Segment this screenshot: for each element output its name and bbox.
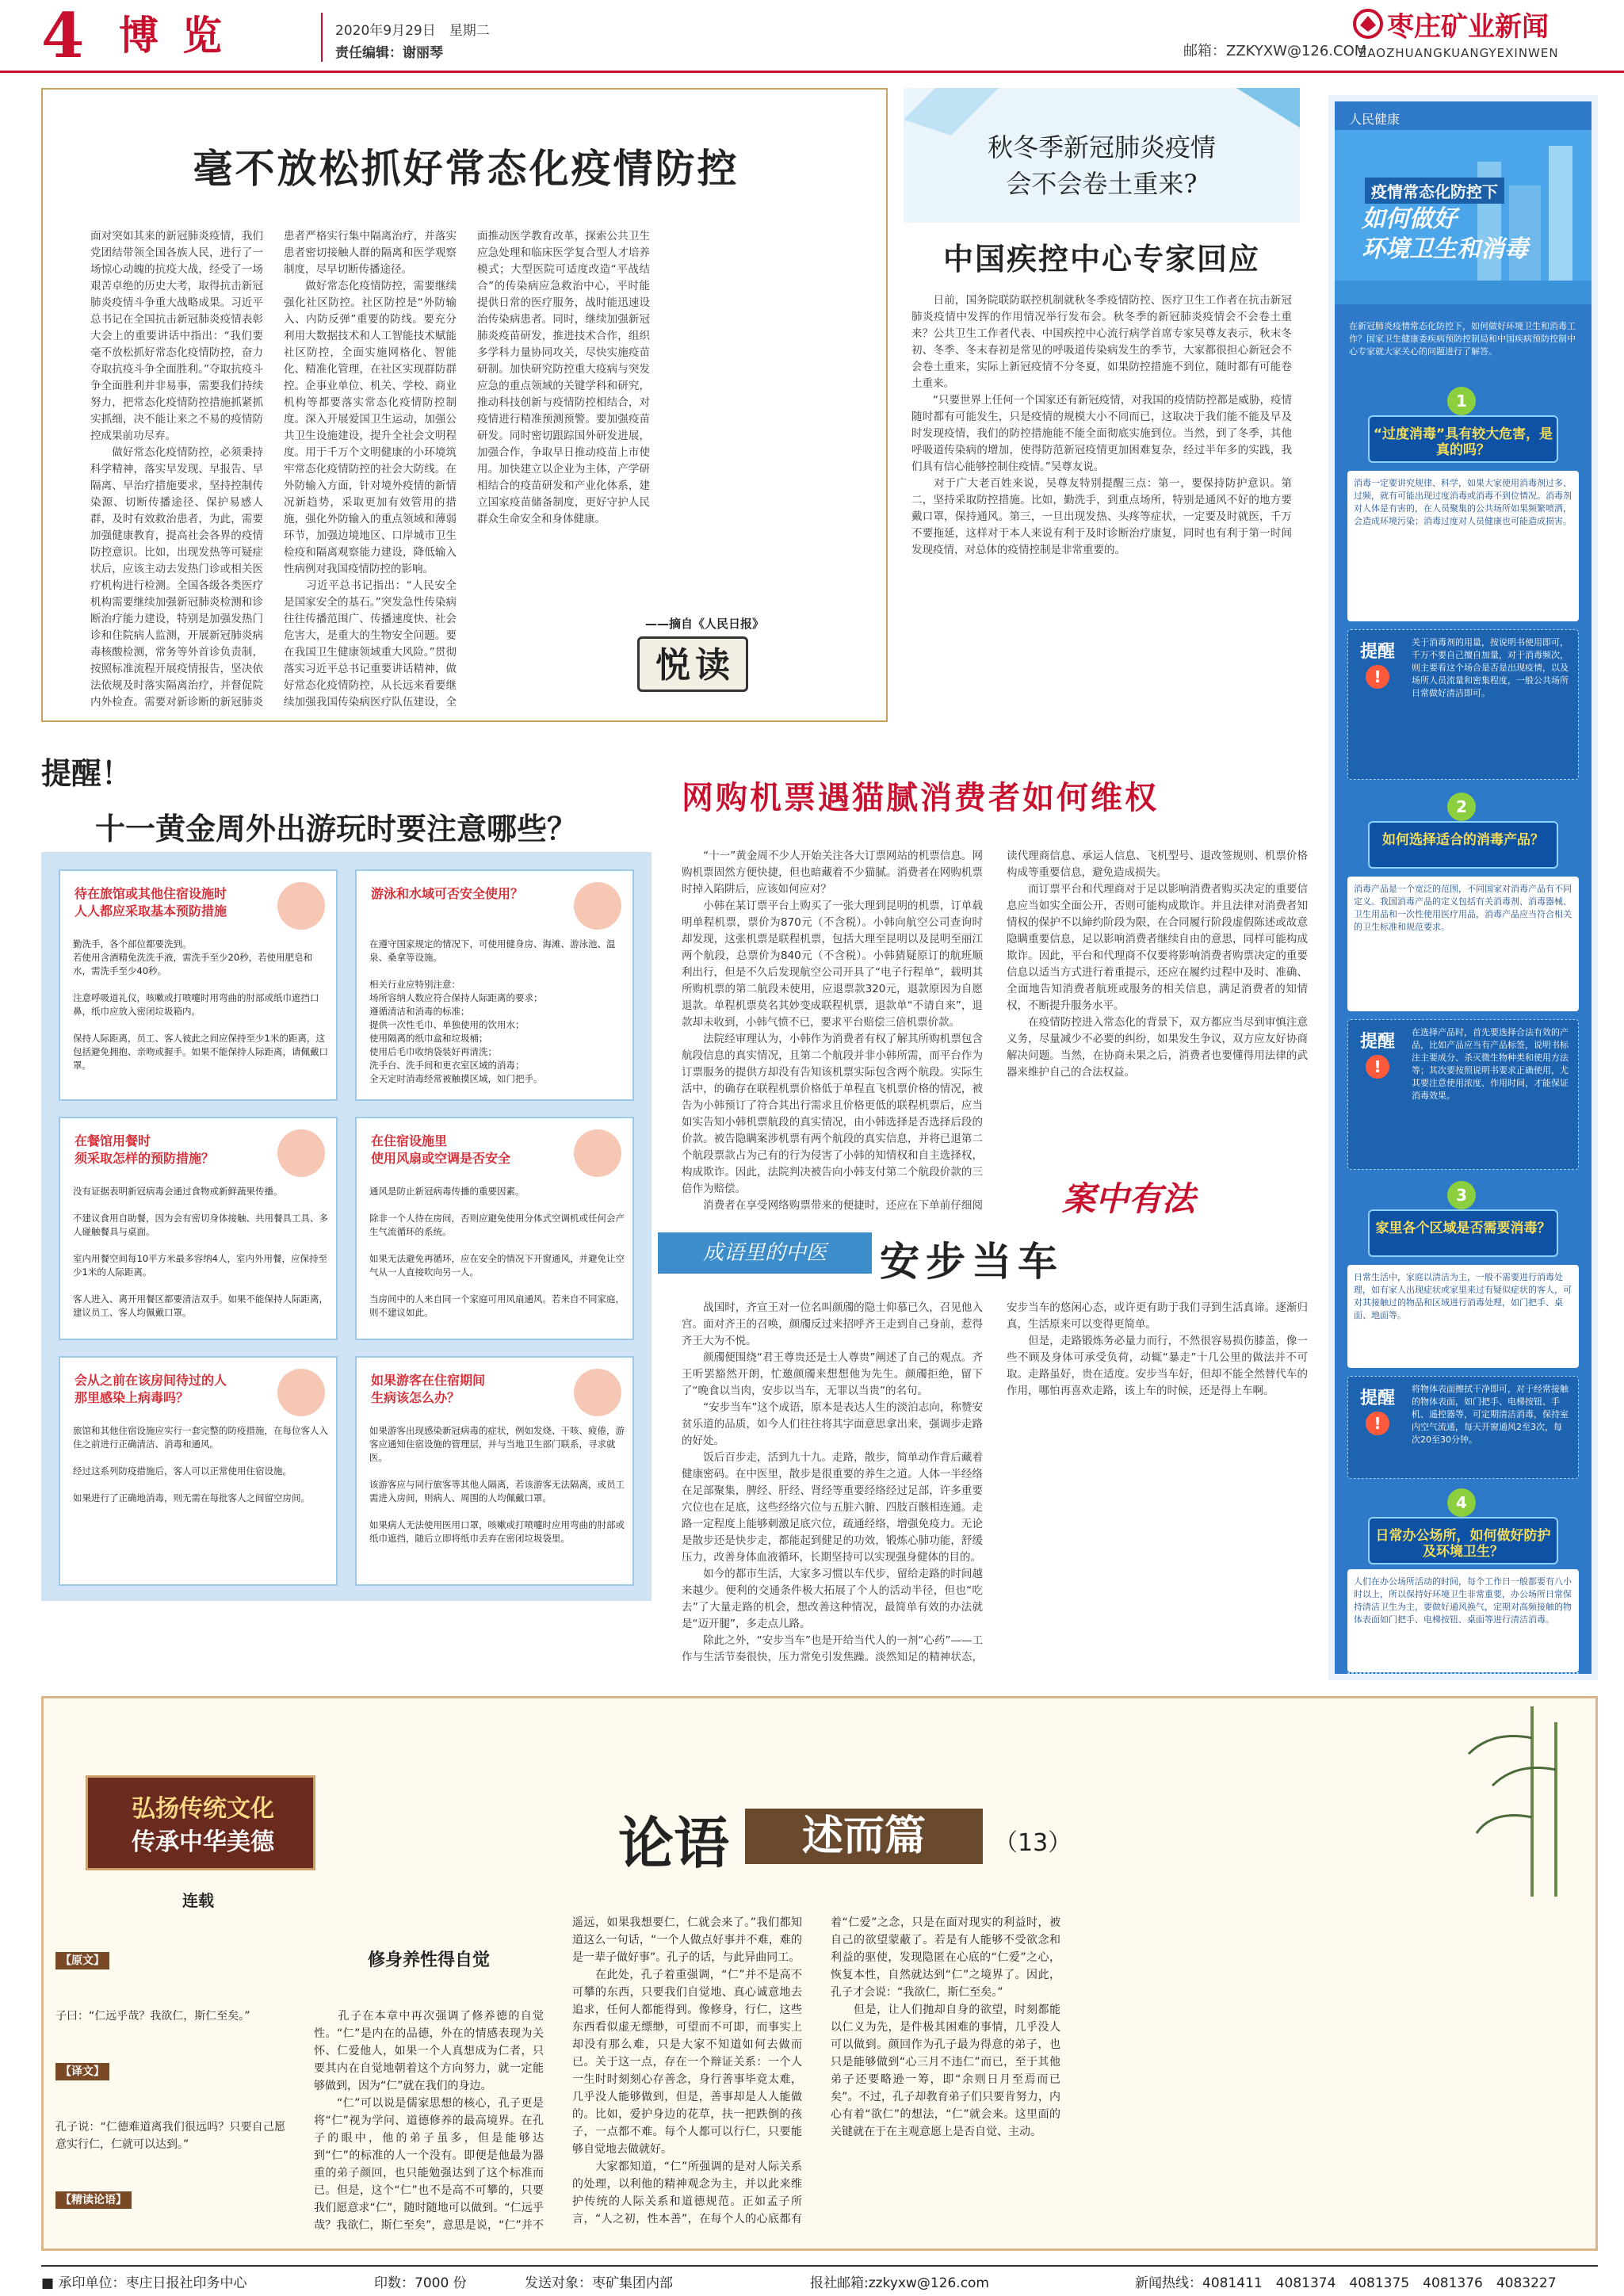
- card-title: 在餐馆用餐时 须采取怎样的预防措施？: [75, 1133, 215, 1166]
- tip-2: [1347, 1019, 1579, 1170]
- tip-label: 提醒: [1359, 1389, 1395, 1408]
- logo-emblem-icon: [1352, 8, 1384, 40]
- question-2: 如何选择适合的消毒产品？: [1368, 821, 1558, 869]
- exclamation-icon: !: [1366, 1412, 1389, 1435]
- banner-line-1: 弘扬传统文化: [132, 1795, 274, 1823]
- editor-credit: 责任编辑：谢丽琴: [335, 45, 443, 61]
- reminder-card: [59, 1356, 338, 1586]
- article-headline: 中国疾控中心专家回应: [942, 241, 1260, 277]
- masthead: [0, 0, 1624, 73]
- fan-icon: [574, 1129, 621, 1177]
- header-email: 邮箱：ZZKYXW@126.COM: [1183, 43, 1367, 59]
- sidebar-title: 如何做好 环境卫生和消毒: [1362, 205, 1528, 263]
- card-body: 如果游客出现感染新冠病毒的症状，例如发烧、干咳、疲倦，游客应通知住宿设施的管理层，并与当地卫生部门联系，寻求就医。 该游客应与同行旅客等其他人隔离，若该游客无法隔离，或员工需进入房间，则病人、周围的人均佩戴口罩。 如果病人无法使用医用口罩，咳嗽或打喷嚏时应用弯曲的肘部或纸巾遮挡，随后立即将纸巾丢弃在密闭垃圾袋里。: [369, 1425, 625, 1544]
- section-name: 博览: [119, 12, 246, 59]
- newspaper-logo: [1352, 5, 1614, 70]
- distribution-info: 发送对象：枣矿集团内部: [525, 2275, 673, 2291]
- card-body: 没有证据表明新冠病毒会通过食物或新鲜蔬果传播。 不建议食用自助餐，因为会有密切身体接触、共用餐具工具、多人碰触餐具与桌面。 室内用餐空间每10平方米最多容纳4人，室内外用餐，应保持至少1米的人际距离。 客人进入、离开用餐区都要清洁双手。如果不能保持人际距离，建议员工、客人均佩戴口罩。: [73, 1186, 328, 1318]
- article-body: 日前，国务院联防联控机制就秋冬季疫情防控、医疗卫生工作者在抗击新冠肺炎疫情中发挥的作用情况举行发布会。秋冬季的新冠肺炎疫情会不会卷土重来？公共卫生工作者代表、中国疾控中心流行病学首席专家吴尊友表示，秋末冬初、冬季、冬末春初是常见的呼吸道传染病发生的季节，大家都很担心新冠会不会卷土重来，实际上新冠疫情不分冬夏，如果防控措施不到位，随时都有可能卷土重来。 “只要世界上任何一个国家还有新冠疫情，对我国的疫情防控都是威胁，疫情随时都有可能发生，只是疫情的规模大小不同而已，这取决于我们能不能及早及时发现疫情，我们的防控措施能不能全面彻底实施到位。当然，到了冬季，其他呼吸道传染病的增加，使得防范新冠疫情更加困难复杂，经过半年多的实践，我们具有信心能够控制住疫情。”吴尊友说。 对于广大老百姓来说，吴尊友特别提醒三点：第一，要保持防护意识。第二，坚持采取防控措施。比如，勤洗手，到重点场所，特别是通风不好的地方要戴口罩，保持通风。第三，一旦出现发热、头疼等症状，一定要及时就医，千万不要拖延，这样对于本人来说有利于及时诊断治疗康复，同时也有利于第一时间发现疫情，对总体的疫情控制是非常重要的。: [911, 294, 1292, 556]
- answer-4: 人们在办公场所活动的时间，每个工作日一般都要有八小时以上，所以保持好环境卫生非常重要，办公场所日常保持清洁卫生为主，要做好通风换气，定期对高频接触的物体表面如门把手、电梯按钮、桌面等进行清洁消毒。: [1347, 1569, 1579, 1672]
- original-tag: 【原文】: [55, 1952, 109, 1969]
- tradition-banner: [86, 1775, 315, 1870]
- translation-text: 孔子说：“仁德难道离我们很远吗？只要自己愿意实行仁，仁就可以达到。”: [55, 2121, 285, 2151]
- reminder-panel: [41, 852, 652, 1601]
- interpretation-body: 孔子在本章中再次强调了修养德的自觉性。“仁”是内在的品德，外在的情感表现为关怀、仁爱他人，如果一个人真想成为仁者，只要其内在自觉地朝着这个方向努力，就一定能够做到，因为“仁”就在我们的身边。 “仁”可以说是儒家思想的核心，孔子更是将“仁”视为学问、道德修养的最高境界。在孔子的眼中，他的弟子虽多，但是能够达到“仁”的标准的人一个没有。即便是他最为器重的弟子颜回，也只能勉强达到了这个标准而已。但是，这个“仁”也不是高不可攀的，只要我们愿意求“仁”，随时随地可以做到。“仁远乎哉？我欲仁，斯仁至矣”，意思是说，“仁”并不遥远，如果我想要仁，仁就会来了。”我们都知道这么一句话，“一个人做点好事并不难，难的是一辈子做好事”。孔子的话，与此异曲同工。 在此处，孔子着重强调，“仁”并不是高不可攀的东西，只要我们自觉地、真心诚意地去追求，任何人都能得到。像修身，行仁，这些东西看似虚无缥缈，可望而不可即，而事实上却没有那么难，只是大家不知道如何去做而已。关于这一点，存在一个辩证关系：一个人一生时时刻刻心存善念，身行善事毕竟太难，几乎没人能够做到，但是，善事却是人人能做的。比如，爱护身边的花草，扶一把跌倒的孩子，一点都不难。每个人都可以行仁，只要能够自觉地去做就好。 大家都知道，“仁”所强调的是对人际关系的处理，以利他的精神观念为主，并以此来维护传统的人际关系和道德规范。正如孟子所言，“人之初，性本善”，在每个人的心底都有着“仁爱”之念，只是在面对现实的利益时，被自己的欲望蒙蔽了。若是有人能够不受欲念和利益的驱使，发现隐匿在心底的“仁爱”之心，恢复本性，自然就达到“仁”之境界了。因此，孔子才会说：“我欲仁，斯仁至矣。” 但是，让人们抛却自身的欲望，时刻都能以仁义为先，是件极其困难的事情，几乎没人可以做到。颜回作为孔子最为得意的弟子，也只是能够做到“心三月不违仁”而已，至于其他弟子还要略逊一筹，即“余则日月至焉而已矣”。不过，孔子却教育弟子们只要肯努力，内心有着“欲仁”的想法，“仁”就会来。这里面的关键就在于在主观意愿上是否自觉、主动。: [314, 1916, 1060, 2232]
- exclamation-icon: !: [1366, 1055, 1389, 1079]
- article-source: ——摘自《人民日报》: [645, 617, 765, 631]
- tip-4-holder: [1347, 1672, 1579, 1674]
- banner-line-2: 传承中华美德: [132, 1828, 274, 1856]
- printer-info: ■ 承印单位：枣庄日报社印务中心: [41, 2275, 247, 2291]
- svg-text:读: 读: [695, 645, 730, 686]
- interpretation-subtitle: 修身养性得自觉: [367, 1950, 490, 1970]
- classic-title: 论语: [618, 1810, 729, 1876]
- card-body: 在遵守国家规定的情况下，可使用健身房、海滩、游泳池、温泉、桑拿等设施。 相关行业应特别注意： 场所容纳人数应符合保持人际距离的要求； 遵循清洁和消毒的标准； 提供一次性毛巾、单独使用的饮用水； 使用隔离的纸巾盒和垃圾桶； 使用后毛巾收纳袋装好再清洗； 洗手台、洗手间和更衣室区域的消毒； 全天定时消毒经常被触摸区域，如门把手。: [369, 938, 616, 1084]
- reminder-card: [59, 869, 338, 1101]
- header-divider: [321, 13, 323, 62]
- disinfection-sidebar: [1328, 95, 1598, 1680]
- column-tag: 成语里的中医: [658, 1232, 872, 1274]
- interpretation-tag: 【精读论语】: [55, 2191, 132, 2209]
- article-ticket-body: “十一”黄金周不少人开始关注各大订票网站的机票信息。网购机票固然方便快捷，但也暗藏着不少猫腻。消费者在网购机票时掉入陷阱后，应该如何应对？ 小韩在某订票平台上购买了一张大理到昆明的机票，订单载明单程机票，票价为870元（不含税）。小韩向航空公司查询时却发现，这张机票是联程机票，包括大理至昆明以及昆明至丽江两个航段，总票价为840元（不含税）。小韩猜疑原订的航班顺利出行，但是不久后发现航空公司开具了“电子行程单”，载明其所购机票的第二航段未使用，应退票款320元，退款原因为自愿退款。单程机票莫名其妙变成联程机票，退款单“不请自来”，退款却未收到，小韩气愤不已，要求平台赔偿三倍机票价款。 法院经审理认为，小韩作为消费者有权了解其所购机票包含航段信息的真实情况，且第二个航段并非小韩所需，而平台作为订票服务的提供方却没有告知该机票实际包含两个航段。实际生活中，的确存在联程机票价格低于单程直飞机票价格的情况，被告为小韩预订了符合其出行需求且价格更低的联程机票后，应当如实告知小韩机票航段的真实情况，由小韩选择是否选择后段的价款。被告隐瞒案涉机票有两个航段的真实信息，并将已退第二个航段票款占为己有的行为侵害了小韩的知情权和自主选择权，构成欺诈。因此，法院判决被告向小韩支付第二个航段价款的三倍作为赔偿。 消费者在享受网络购票带来的便捷时，还应在下单前仔细阅读代理商信息、承运人信息、飞机型号、退改签规则、机票价格构成等重要信息，避免造成损失。 而订票平台和代理商对于足以影响消费者购买决定的重要信息应当如实全面公开，否则可能构成欺诈。并且法律对消费者知情权的保护不以締约阶段为限，在合同履行阶段虚假陈述或故意隐瞒重要信息，足以影响消费者继续自由的意思，同样可能构成欺诈。因此，平台和代理商不仅要将影响消费者购票决定的重要信息以适当方式进行着重提示，还应在履约过程中及时、准确、全面地告知消费者航班或服务的相关信息，满足消费者的知情权，不断提升服务水平。 在疫情防控进入常态化的背景下，双方都应当尽到审慎注意义务，尽量减少不必要的纠纷，如果发生争议，双方应友好协商解决问题。当然，在协商未果之后，消费者也要懂得用法律的武器来维护自己的合法权益。: [682, 850, 1308, 1212]
- room-icon: [277, 1369, 325, 1416]
- sidebar-intro: 在新冠肺炎疫情常态化防控下，如何做好环境卫生和消毒工作？国家卫生健康委疾病预防控制局和中国疾病预防控制中心专家就大家关心的问题进行了解答。: [1349, 321, 1576, 357]
- article-ticket-title: 网购机票遇猫腻消费者如何维权: [682, 779, 1159, 816]
- article-title: 毫不放松抓好常态化疫情防控: [193, 145, 739, 192]
- logo-name: 枣庄矿业新闻: [1387, 11, 1549, 43]
- step-badge-1: 1: [1447, 387, 1476, 415]
- question-3: 家里各个区域是否需要消毒？: [1368, 1209, 1558, 1257]
- tip-label: 提醒: [1359, 1032, 1395, 1052]
- reading-emblem-icon: [637, 636, 748, 692]
- card-title: 待在旅馆或其他住宿设施时 人人都应采取基本预防措施: [75, 886, 227, 919]
- page-number: 4: [41, 0, 85, 72]
- page-footer: [41, 2265, 1598, 2289]
- article-autumn-winter: [904, 88, 1300, 722]
- card-title: 会从之前在该房间待过的人 那里感染上病毒吗？: [75, 1373, 227, 1405]
- card-title: 游泳和水域可否安全使用？: [371, 886, 524, 901]
- article-question: 秋冬季新冠肺炎疫情 会不会卷土重来?: [987, 132, 1216, 199]
- translation-tag: 【译文】: [55, 2063, 109, 2080]
- step-badge-3: 3: [1447, 1181, 1476, 1209]
- reminder-card: [59, 1117, 338, 1340]
- series-number: （13）: [994, 1829, 1072, 1857]
- classic-body: [55, 1914, 1577, 2239]
- tip-text: 在选择产品时，首先要选择合法有效的产品，比如产品应当有产品标签，说明书标注主要成分、杀灭微生物种类和使用方法等；其次要按照说明书要求正确使用，尤其要注意使用浓度、作用时间，才能保证消毒效果。: [1412, 1027, 1569, 1101]
- logo-pinyin: ZAOZHUANGKUANGYEXINWEN: [1358, 46, 1559, 60]
- reminder-card: [355, 869, 634, 1101]
- tip-text: 关于消毒剂的用量，按说明书使用即可，千万不要自己擅自加量，对于消毒频次，则主要看这个场合是否是出现疫情，以及场所人员流量和密集程度，一般公共场所日常做好清洁即可。: [1412, 637, 1569, 698]
- card-body: 旅馆和其他住宿设施应实行一套完整的防疫措施，在每位客人入住之前进行正确清洁、消毒和通风。 经过这系列防疫措施后，客人可以正常使用住宿设施。 如果进行了正确地消毒，则无需在每批客人之间留空房间。: [73, 1425, 328, 1503]
- chapter-title: 述而篇: [745, 1809, 983, 1864]
- article-body: 面对突如其来的新冠肺炎疫情，我们党团结带领全国各族人民，进行了一场惊心动魄的抗疫大战，经受了一场艰苦卓绝的历史大考，取得抗击新冠肺炎疫情斗争重大战略成果。习近平总书记在全国抗击新冠肺炎疫情表彰大会上的重要讲话中指出：“我们要毫不放松抓好常态化疫情防控，奋力夺取抗疫斗争全面胜利。”夺取抗疫斗争全面胜利并非易事，需要我们持续努力，把常态化疫情防控措施抓紧抓实抓细，决不能让来之不易的疫情防控成果前功尽弃。 做好常态化疫情防控，必须秉持科学精神，落实早发现、早报告、早隔离、早治疗措施要求，坚持控制传染源、切断传播途径、保护易感人群，及时有效救治患者，为此，需要加强健康教育，提高社会各界的疫情防控意识。比如，出现发热等可疑症状后，应该主动去发热门诊或相关医疗机构进行检测。全国各级各类医疗机构需要继续加强新冠肺炎检测和诊断治疗能力建设，特别是加强发热门诊和住院病人监测，开展新冠肺炎病毒核酸检测，常务等外首诊负责制，按照标准流程开展疫情报告，坚决依法依规及时落实隔离治疗，并督促院内外检查。需要对新诊断的新冠肺炎患者严格实行集中隔离治疗，并落实患者密切接触人群的隔离和医学观察制度，尽早切断传播途径。 做好常态化疫情防控，需要继续强化社区防控。社区防控是“外防输入、内防反弹”重要的防线。要充分利用大数据技术和人工智能技术赋能社区防控，全面实施网格化、智能化、精准化管理，在社区实现群防群控。企事业单位、机关、学校、商业机构等都要落实常态化疫情防控制度。深入开展爱国卫生运动，加强公共卫生设施建设，提升全社会文明程度。用于千万个文明健康的小环境筑牢常态化疫情防控的社会大防线。在外防输入方面，针对境外疫情的新情况新趋势，采取更加有效管用的措施，强化外防输入的重点领域和薄弱环节，加强边境地区、口岸城市卫生检疫和隔离观察能力建设，降低输入性病例对我国疫情防控的影响。 习近平总书记指出：“人民安全是国家安全的基石。”突发急性传染病往往传播范围广、传播速度快、社会危害大，是重大的生物安全问题。要在我国卫生健康领域重大风险。”贯彻落实习近平总书记重要讲话精神，做好常态化疫情防控，从长远来看要继续加强我国传染病医疗队伍建设，全面推动医学教育改革，探索公共卫生应急处理和临床医学复合型人才培养模式；大型医院可适度改造“平战结合”的传染病应急救治中心，平时能提供日常的医疗服务，战时能迅速设治传染病患者。同时，继续加强新冠肺炎疫苗研发，推进技术合作，组织多学科力量协同攻关，尽快实施疫苗研制。加快研究防控重大疫病与突发应急的重点领域的关键学科和研究，推动科技创新与疫情防控相结合，对疫情进行精准预测预警。要加强疫苗研发。同时密切跟踪国外研发进展，加强合作，争取早日推动疫苗上市使用。加快建立以企业为主体，产学研相结合的疫苗研发和产业化体系，建立国家疫苗储备制度，更好守护人民群众生命安全和身体健康。: [90, 230, 650, 709]
- news-hotline: 新闻热线：4081411 4081374 4081375 4081376 4083227: [1135, 2275, 1557, 2291]
- step-badge-2: 2: [1447, 793, 1476, 821]
- tip-3: [1347, 1376, 1579, 1479]
- card-body: 勤洗手，各个部位都要洗到。 若使用含酒精免洗洗手液，需洗手至少20秒，若使用肥皂和水，需洗手至少40秒。 注意呼吸道礼仪，咳嗽或打喷嚏时用弯曲的肘部或纸巾遮挡口鼻，纸巾应放入密闭垃圾箱内。 保持人际距离，员工、客人彼此之间应保持至少1米的距离，这包括避免拥抱、亲吻或握手。如果不能保持人际距离，请佩戴口罩。: [73, 938, 328, 1071]
- article-idiom-title: 安步当车: [880, 1239, 1064, 1285]
- answer-2: 消毒产品是一个宽泛的范围，不同国家对消毒产品有不同定义。我国消毒产品的定义包括有关消毒剂、消毒器械、卫生用品和一次性使用医疗用品，消毒产品应当符合相关的卫生标准和规范要求。: [1347, 877, 1579, 1011]
- issue-date: 2020年9月29日 星期二: [335, 23, 490, 39]
- original-text: 子曰：“仁远乎哉？我欲仁，斯仁至矣。”: [55, 2010, 250, 2023]
- sidebar-subtitle: 疫情常态化防控下: [1365, 178, 1504, 204]
- report-email: 报社邮箱:zzkyxw@126.com: [810, 2275, 989, 2291]
- exclamation-icon: !: [1366, 665, 1389, 689]
- swimmer-icon: [574, 882, 621, 930]
- card-title: 在住宿设施里 使用风扇或空调是否安全: [371, 1133, 511, 1166]
- step-badge-4: 4: [1447, 1488, 1476, 1517]
- answer-1: 消毒一定要讲究规律、科学，如果大家使用消毒剂过多、过频，就有可能出现过度消毒或消毒不到位情况。消毒剂对人体是有害的，在人员聚集的公共场所如果频繁喷洒，会造成环境污染；消毒过度对人员健康也可能造成损害。: [1347, 471, 1579, 621]
- serial-label: 连载: [182, 1891, 214, 1910]
- article-epidemic-control: [41, 88, 888, 722]
- question-4: 日常办公场所，如何做好防护及环境卫生？: [1368, 1517, 1558, 1564]
- card-title: 如果游客在住宿期间 生病该怎么办？: [371, 1373, 486, 1405]
- tip-text: 将物体表面擦拭干净即可，对于经常接触的物体表面，如门把手、电梯按钮、手机、遥控器等，可定期清洁消毒，保持室内空气流通，每天开窗通风2至3次，每次20至30分钟。: [1412, 1384, 1569, 1445]
- print-copies: 印数：7000 份: [374, 2275, 467, 2291]
- card-body: 通风是防止新冠病毒传播的重要因素。 除非一个人待在房间，否则应避免使用分体式空调机或任何会产生气流循环的系统。 如果无法避免再循环，应在安全的情况下开窗通风，并避免让空气从一人直接吹向另一人。 当房间中的人来自同一个家庭可用风扇通风。若来自不同家庭，则不建议如此。: [369, 1186, 625, 1318]
- sidebar-brand: 人民健康: [1349, 112, 1400, 127]
- tip-1: [1347, 629, 1579, 780]
- reminder-card: [355, 1117, 634, 1340]
- question-1: “过度消毒”具有较大危害，是真的吗？: [1368, 415, 1558, 463]
- reminder-label: 提醒！: [41, 756, 132, 791]
- svg-text:悦: 悦: [655, 645, 690, 686]
- diner-icon: [277, 1129, 325, 1177]
- hotel-guest-icon: [277, 882, 325, 930]
- reminder-title: 十一黄金周外出游玩时要注意哪些？: [95, 811, 578, 846]
- case-law-stamp: 案中有法: [1062, 1179, 1196, 1218]
- tip-label: 提醒: [1359, 642, 1395, 662]
- article-idiom-body: 战国时，齐宣王对一位名叫颜斶的隐士仰慕已久，召见他入宫。面对齐王的召唤，颜斶反过来招呼齐王走到自己身前，惹得齐王大为不悦。 颜斶便围绕“君王尊贵还是士人尊贵”阐述了自己的观点。齐王听罢豁然开朗，忙邀颜斶来想想他为先生。颜斶拒绝，留下了“晚食以当肉，安步以当车，无罪以当贵”的名句。 “安步当车”这个成语，原本是表达人生的淡泊志向，称赞安贫乐道的品质，如今人们往往将其字面意思拿出来，强调步走路的好处。 饭后百步走，活到九十九。走路，散步，简单动作背后藏着健康密码。在中医里，散步是很重要的养生之道。人体一半经络在足部聚集，脾经、肝经、肾经等重要经络经过足部，许多重要穴位也在足底，这些经络穴位与五脏六腑、四肢百骸相连通。走路一定程度上能够刺激足底穴位，疏通经络，增强免疫力。无论是散步还是快步走，都能起到健足的功效，锻炼心肺功能，舒缓压力，改善身体血液循环，长期坚持可以实现强身健体的目的。 如今的都市生活，大家多习惯以车代步，留给走路的时间越来越少。便利的交通条件极大拓展了个人的活动半径，但也“吃去”了大量走路的机会，想改善这种情况，最简单有效的办法就是“迈开腿”，多走点儿路。 除此之外，“安步当车”也是开给当代人的一剂“心药”——工作与生活节奏很快，压力常免引发焦躁。淡然知足的精神状态，安步当车的悠闲心态，或许更有助于我们寻到生活真谛。逐渐归真，生活原来可以变得更简单。 但是，走路锻炼务必量力而行，不然很容易损伤膝盖，像一些不顾及身体可承受负荷，动辄“暴走”十几公里的做法并不可取。走路虽好，贵在适度。安步当车好，但却不能全然替代车的作用，哪怕再喜欢走路，该上车的时候，还是得上车啊。: [682, 1301, 1308, 1664]
- answer-3: 日常生活中，家庭以清洁为主，一般不需要进行消毒处理，如有家人出现症状或家里来过有疑似症状的客人，可对其接触过的物品和区域进行消毒处理，如门把手、桌面、地面等。: [1347, 1265, 1579, 1368]
- sick-guest-icon: [574, 1369, 621, 1416]
- bamboo-illustration-icon: [1374, 1706, 1580, 1897]
- reminder-card: [355, 1356, 634, 1586]
